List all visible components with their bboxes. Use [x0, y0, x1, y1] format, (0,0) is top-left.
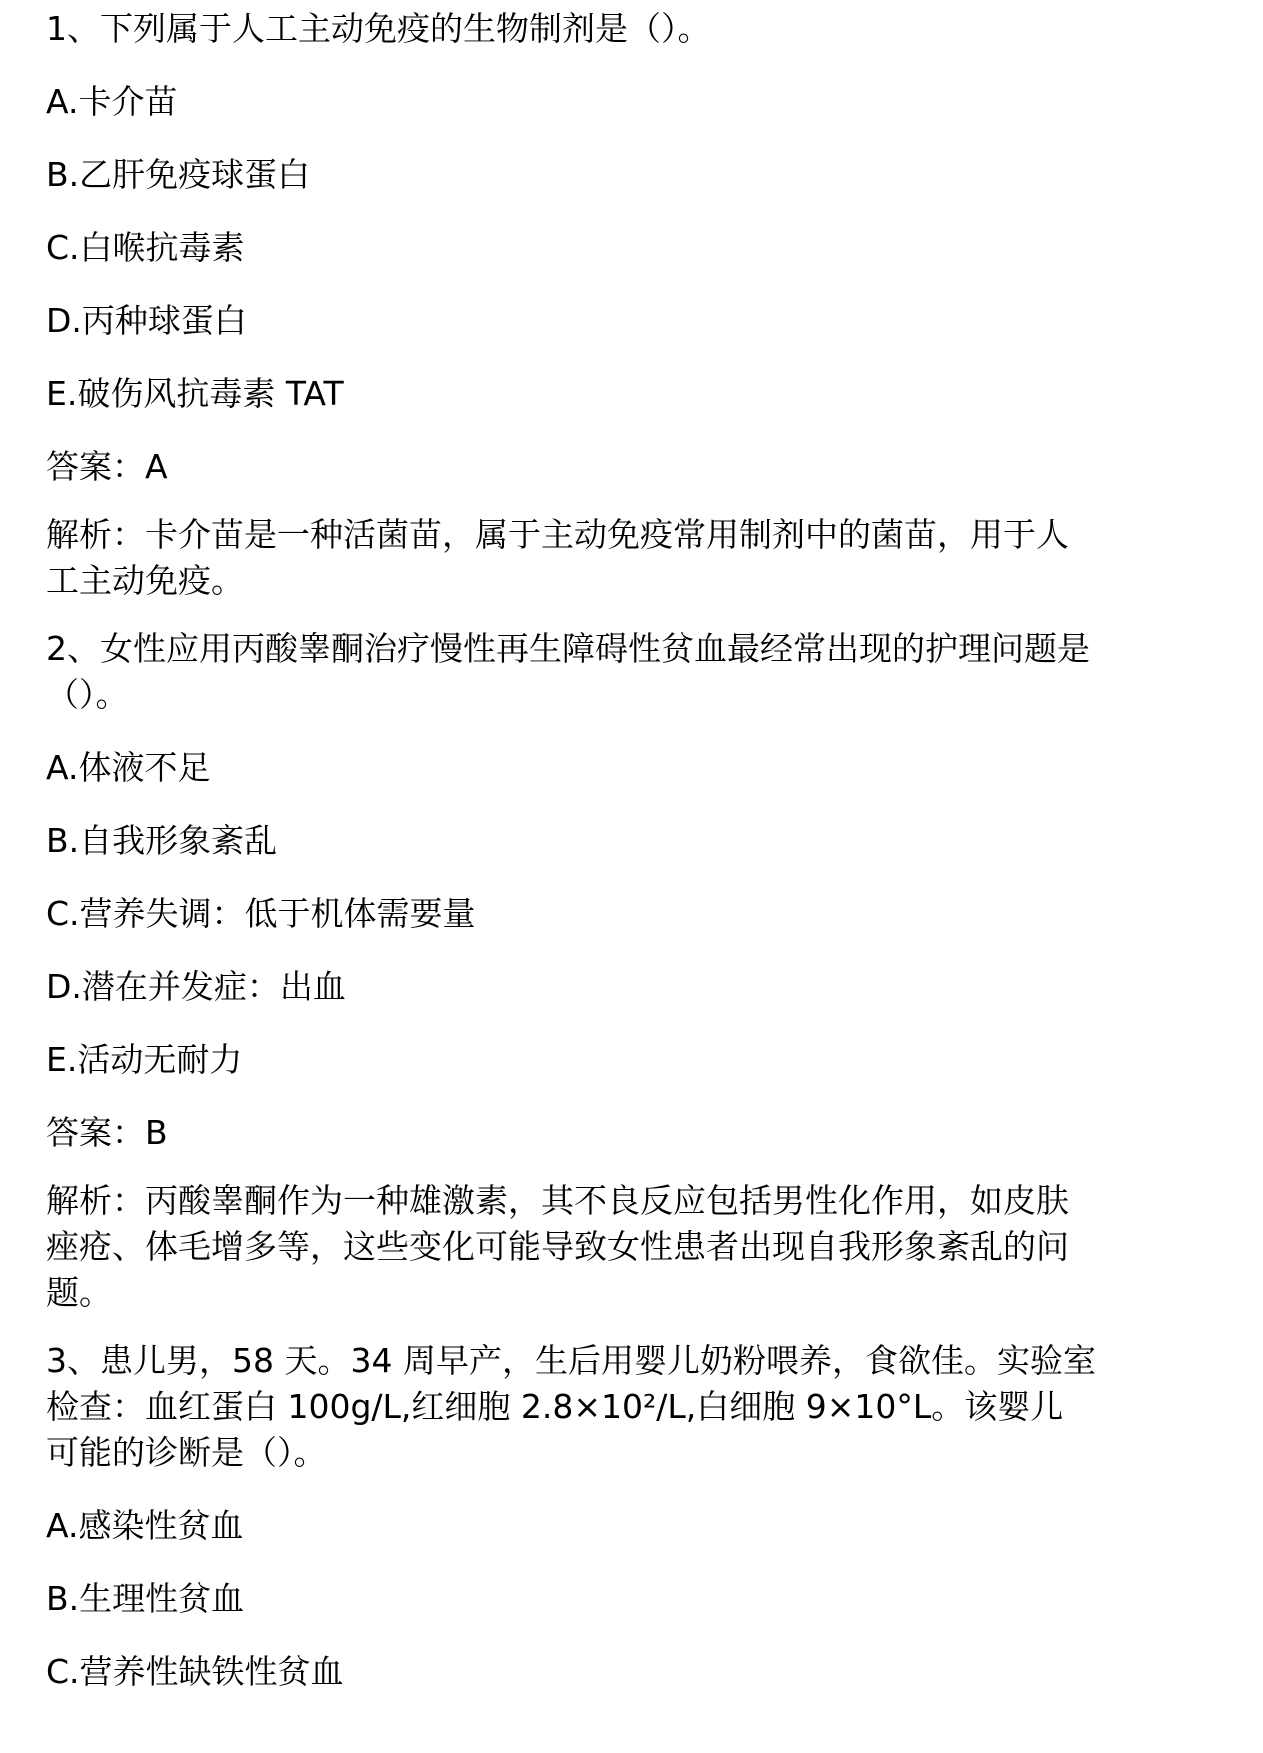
question-1 [46, 0, 1226, 604]
question-stem-line-1: 2、女性应用丙酸睾酮治疗慢性再生障碍性贫血最经常出现的护理问题是 [46, 629, 1090, 668]
question-stem-line-2: （）。 [46, 675, 129, 714]
question-3 [46, 1338, 1226, 1695]
explanation-line-2: 痤疮、体毛增多等，这些变化可能导致女性患者出现自我形象紊乱的问 [46, 1227, 1069, 1266]
option-c: C.营养性缺铁性贫血 [46, 1652, 344, 1691]
answer: 答案：B [46, 1113, 168, 1152]
option-a: A.体液不足 [46, 748, 211, 787]
explanation-line-1: 解析：丙酸睾酮作为一种雄激素，其不良反应包括男性化作用，如皮肤 [46, 1181, 1069, 1220]
explanation-line-3: 题。 [46, 1273, 112, 1312]
option-a: A.卡介苗 [46, 82, 178, 121]
explanation-line-1: 解析：卡介苗是一种活菌苗，属于主动免疫常用制剂中的菌苗，用于人 [46, 515, 1069, 554]
question-stem-line-1: 3、患儿男，58 天。34 周早产，生后用婴儿奶粉喂养，食欲佳。实验室 [46, 1341, 1096, 1380]
question-2 [46, 626, 1226, 1316]
option-b: B.乙肝免疫球蛋白 [46, 155, 311, 194]
exam-document [46, 0, 1226, 1695]
option-d: D.潜在并发症：出血 [46, 967, 346, 1006]
question-stem: 1、下列属于人工主动免疫的生物制剂是（）。 [46, 9, 711, 48]
option-a: A.感染性贫血 [46, 1506, 244, 1545]
option-c: C.白喉抗毒素 [46, 228, 245, 267]
option-d: D.丙种球蛋白 [46, 301, 247, 340]
question-stem-line-2: 检查：血红蛋白 100g/L,红细胞 2.8×10²/L,白细胞 9×10°L。该婴儿 [46, 1387, 1064, 1426]
option-c: C.营养失调：低于机体需要量 [46, 894, 476, 933]
question-stem-line-3: 可能的诊断是（）。 [46, 1433, 327, 1472]
option-e: E.破伤风抗毒素 TAT [46, 374, 344, 413]
option-b: B.自我形象紊乱 [46, 821, 278, 860]
option-e: E.活动无耐力 [46, 1040, 243, 1079]
answer: 答案：A [46, 447, 168, 486]
explanation-line-2: 工主动免疫。 [46, 561, 244, 600]
option-b: B.生理性贫血 [46, 1579, 245, 1618]
